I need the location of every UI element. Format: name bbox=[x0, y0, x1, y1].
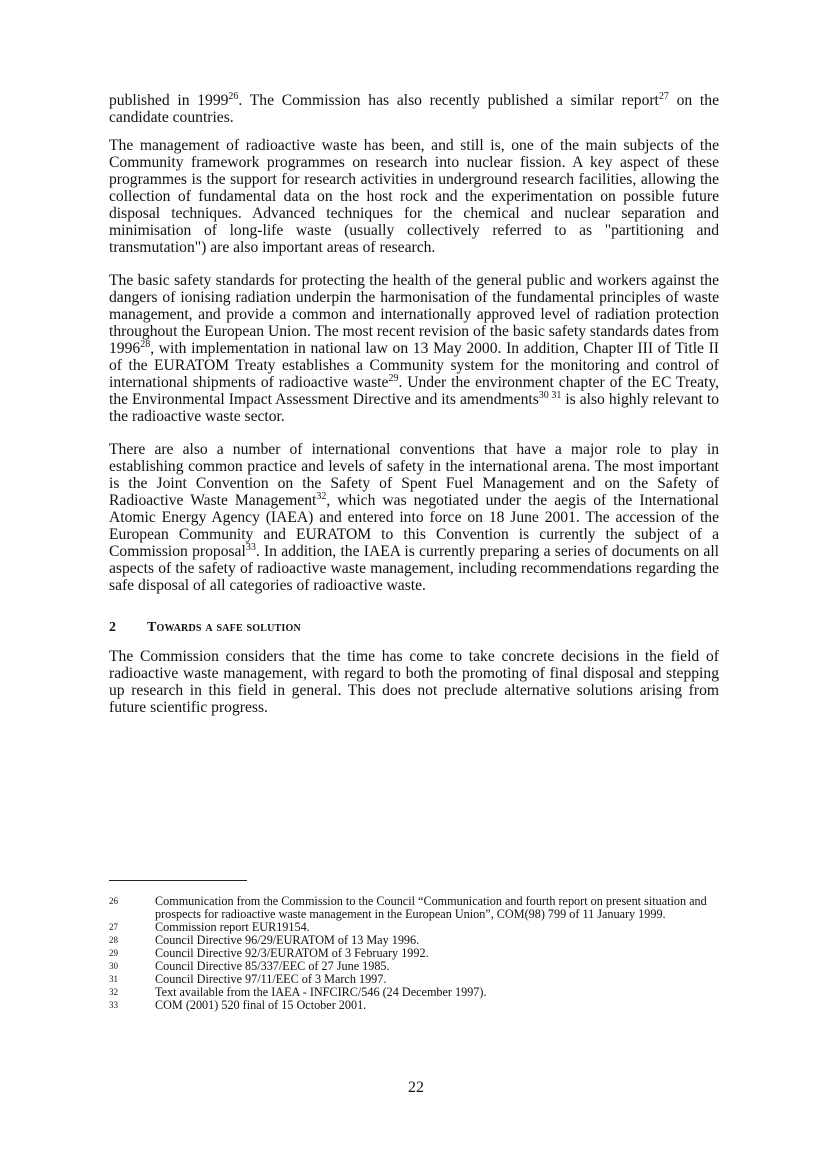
footnote-ref: 30 31 bbox=[538, 390, 562, 401]
paragraph-research: The management of radioactive waste has been, and still is, one of the main subjects of the Community framework programmes on research into nuclear fission. A key aspect of these programmes is the support for research activities in underground research facilities, allowing the collection of fundamental data on the host rock and the experimentation on possible future disposal techniques. Advanced techniques for the chemical and nuclear separation and minimisation of long-life waste (usually collectively referred to as "partitioning and transmutation") are also important areas of research. bbox=[109, 137, 719, 256]
footnote-text: Council Directive 96/29/EURATOM of 13 May 1996. bbox=[155, 933, 420, 947]
footnote-text: Communication from the Commission to the Council “Communication and fourth report on present situation and prospects for radioactive waste management in the European Union”, COM(98) 799 of 11 January 1999. bbox=[155, 894, 707, 921]
footnote-ref: 33 bbox=[245, 542, 256, 553]
paragraph-towards-solution: The Commission considers that the time has come to take concrete decisions in the field of radioactive waste management, with regard to both the promoting of final disposal and stepping up research in this field in general. This does not preclude alternative solutions arising from future scientific progress. bbox=[109, 648, 719, 716]
text-run: There are also a number of international conventions that have a major role to play in establishing common practice and levels of safety in the international arena. The most important is the Joint Convention on the Safety of Spent Fuel Management and on the Safety of Radioactive Waste Management bbox=[109, 441, 719, 509]
footnote-text: Text available from the IAEA - INFCIRC/546 (24 December 1997). bbox=[155, 985, 487, 999]
text-run: . Under the environment chapter of the EC Treaty, the Environmental Impact Assessment Directive and its amendments bbox=[109, 374, 720, 408]
text-run: is also highly relevant to the radioactive waste sector. bbox=[109, 391, 720, 425]
text-run: , which was negotiated under the aegis of the International Atomic Energy Agency (IAEA) and entered into force on 18 June 2001. The accession of the European Community and EURATOM to this Convention is currently the subject of a Commission proposal bbox=[109, 492, 719, 560]
text-run: on the candidate countries. bbox=[109, 92, 719, 126]
footnote-item bbox=[109, 895, 721, 921]
page-number: 22 bbox=[408, 1079, 424, 1096]
footnote-text: COM (2001) 520 final of 15 October 2001. bbox=[155, 998, 367, 1012]
text-run: . In addition, the IAEA is currently preparing a series of documents on all aspects of the safety of radioactive waste management, including recommendations regarding the safe disposal of all categories of radioactive waste. bbox=[109, 543, 720, 594]
footnote-number: 30 bbox=[109, 961, 118, 971]
footnote-ref: 32 bbox=[316, 491, 327, 502]
footnotes bbox=[109, 880, 721, 1012]
footnote-text: Council Directive 92/3/EURATOM of 3 February 1992. bbox=[155, 946, 429, 960]
footnote-text: Commission report EUR19154. bbox=[155, 920, 310, 934]
footnote-number: 32 bbox=[109, 987, 118, 997]
text-run: The basic safety standards for protecting the health of the general public and workers against the dangers of ionising radiation underpin the harmonisation of the fundamental principles of waste management, and provide a common and internationally approved level of radiation protection throughout the European Union. The most recent revision of the basic safety standards dates from 1996 bbox=[109, 272, 719, 357]
footnote-divider bbox=[109, 880, 247, 881]
text-run: . The Commission has also recently published a similar report bbox=[238, 92, 659, 109]
footnote-ref: 29 bbox=[388, 373, 399, 384]
paragraph-continuation bbox=[109, 92, 719, 126]
footnote-ref: 27 bbox=[658, 91, 669, 102]
footnote-item bbox=[109, 999, 721, 1012]
footnote-text: Council Directive 85/337/EEC of 27 June 1985. bbox=[155, 959, 390, 973]
paragraph-safety-standards bbox=[109, 272, 719, 425]
footnote-number: 27 bbox=[109, 922, 118, 932]
paragraph-conventions bbox=[109, 441, 719, 594]
section-heading bbox=[109, 620, 719, 636]
section-number: 2 bbox=[109, 620, 116, 635]
footnote-ref: 28 bbox=[140, 339, 151, 350]
footnote-number: 33 bbox=[109, 1000, 118, 1010]
footnote-ref: 26 bbox=[228, 91, 239, 102]
footnote-list bbox=[109, 895, 721, 1012]
text-run: , with implementation in national law on 13 May 2000. In addition, Chapter III of Title II of the EURATOM Treaty establishes a Community system for the monitoring and control of international shipments of radioactive waste bbox=[109, 340, 719, 391]
text-run: published in 1999 bbox=[109, 92, 229, 109]
footnote-number: 26 bbox=[109, 896, 118, 906]
footnote-number: 29 bbox=[109, 948, 118, 958]
footnote-number: 28 bbox=[109, 935, 118, 945]
document-body bbox=[109, 92, 719, 727]
footnote-text: Council Directive 97/11/EEC of 3 March 1997. bbox=[155, 972, 387, 986]
footnote-number: 31 bbox=[109, 974, 118, 984]
section-title: Towards a safe solution bbox=[147, 620, 301, 635]
